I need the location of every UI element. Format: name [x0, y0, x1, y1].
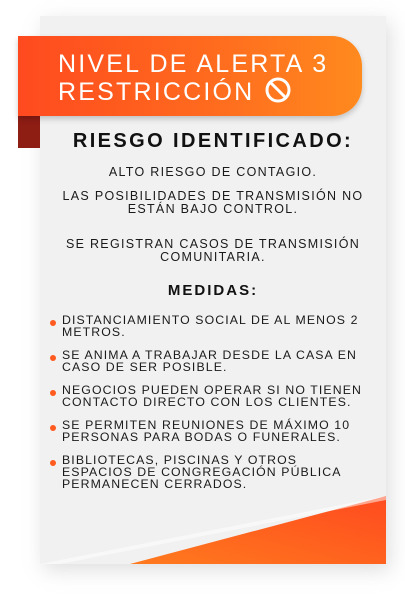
measure-text: SE ANIMA A TRABAJAR DESDE LA CASA EN CASO DE SER POSIBLE. [62, 348, 357, 374]
risk-heading: RIESGO IDENTIFICADO: [72, 130, 354, 152]
measure-text: SE PERMITEN REUNIONES DE MÁXIMO 10 PERSONAS PARA BODAS O FUNERALES. [62, 418, 351, 444]
risk-paragraph: SE REGISTRAN CASOS DE TRANSMISIÓN COMUNITARIA. [65, 237, 361, 264]
measure-text: BIBLIOTECAS, PISCINAS Y OTROS ESPACIOS DE CONGREGACIÓN PÚBLICA PERMANECEN CERRADOS. [62, 453, 341, 491]
bullet-icon [50, 390, 56, 396]
measure-text: NEGOCIOS PUEDEN OPERAR SI NO TIENEN CONTACTO DIRECTO CON LOS CLIENTES. [62, 383, 362, 409]
list-item [50, 419, 370, 443]
measures-list [50, 314, 370, 501]
list-item [50, 314, 370, 338]
alert-level-banner [18, 36, 362, 116]
list-item [50, 454, 370, 490]
ban-icon [264, 76, 292, 104]
alert-level-title: NIVEL DE ALERTA 3 [58, 50, 329, 78]
list-item [50, 384, 370, 408]
risk-paragraph: LAS POSIBILIDADES DE TRANSMISIÓN NO ESTÁN BAJO CONTROL. [62, 189, 364, 216]
list-item [50, 349, 370, 373]
measure-text: DISTANCIAMIENTO SOCIAL DE AL MENOS 2 METROS. [62, 313, 359, 339]
measures-heading: MEDIDAS: [167, 282, 259, 299]
bullet-icon [50, 425, 56, 431]
bullet-icon [50, 355, 56, 361]
bullet-icon [50, 320, 56, 326]
restriction-label: RESTRICCIÓN [58, 78, 255, 106]
risk-paragraph: ALTO RIESGO DE CONTAGIO. [108, 165, 318, 179]
alert-level-subtitle [58, 78, 292, 107]
bullet-icon [50, 460, 56, 466]
